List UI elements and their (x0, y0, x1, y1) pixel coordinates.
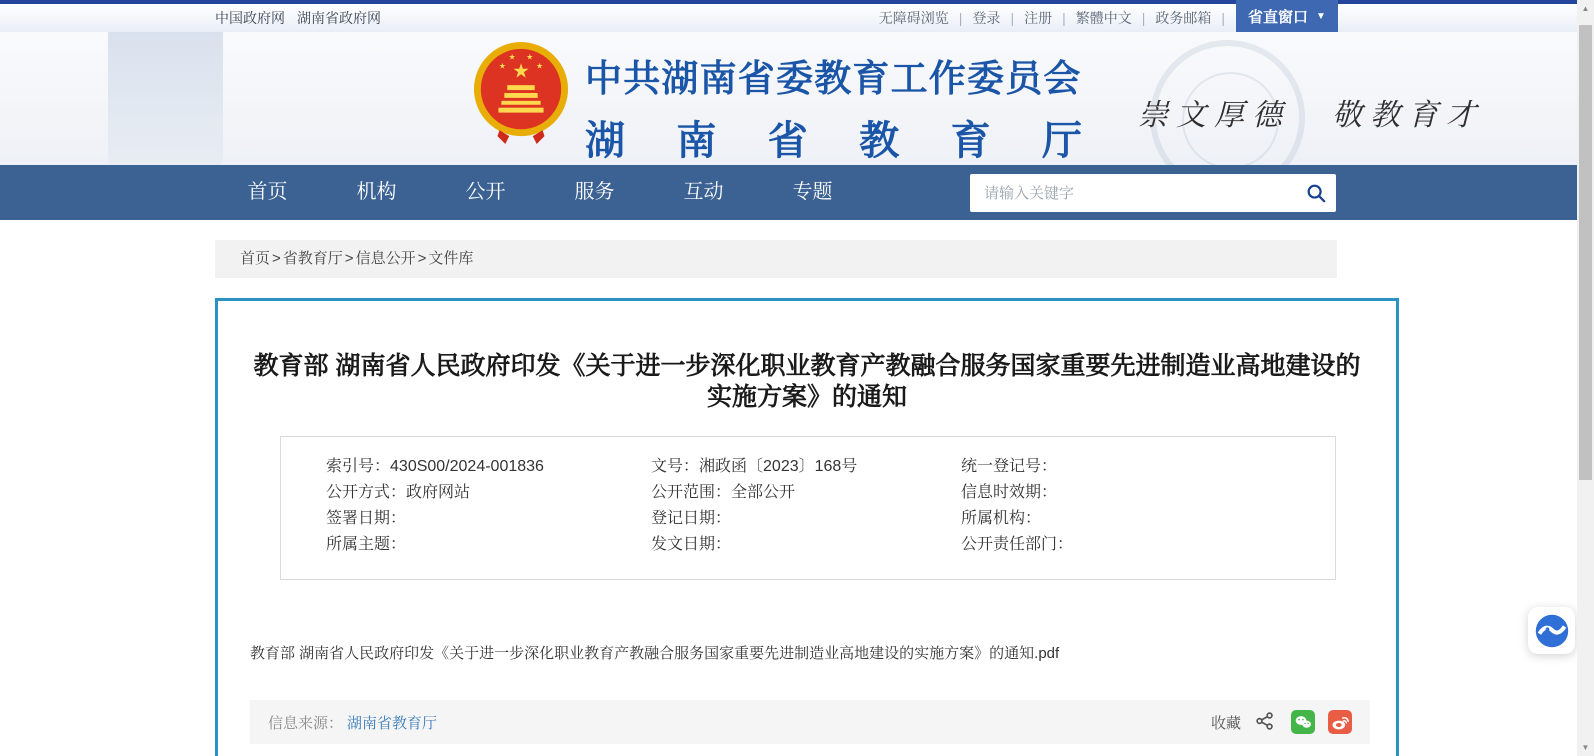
attachment-pdf-link[interactable]: 教育部 湖南省人民政府印发《关于进一步深化职业教育产教融合服务国家重要先进制造业高地建设的实施方案》的通知.pdf (250, 645, 1060, 662)
province-window-label: 省直窗口 (1248, 8, 1309, 26)
nav-item-organization[interactable]: 机构 (356, 181, 397, 203)
meta-row (326, 454, 651, 480)
meta-column-1 (326, 454, 651, 579)
meta-value: 政府网站 (406, 484, 471, 501)
breadcrumb-separator: > (272, 250, 281, 267)
meta-row (961, 454, 1331, 480)
separator: | (1062, 10, 1066, 26)
article-title: 教育部 湖南省人民政府印发《关于进一步深化职业教育产教融合服务国家重要先进制造业高地建设的实施方案》的通知 (253, 352, 1361, 411)
slogan-part2: 敬教育才 (1332, 98, 1484, 133)
chevron-down-icon: ▼ (1316, 10, 1326, 22)
breadcrumb-separator: > (417, 250, 427, 267)
favorite-button[interactable]: 收藏 (1210, 714, 1241, 732)
meta-value: 湘政函〔2023〕168号 (699, 458, 858, 475)
meta-box (280, 436, 1336, 580)
svg-text:★: ★ (512, 60, 530, 83)
meta-row (651, 480, 961, 506)
slogan-calligraphy (1138, 90, 1484, 134)
link-accessibility[interactable]: 无障碍浏览 (878, 10, 949, 26)
meta-value: 全部公开 (731, 484, 796, 501)
site-header (0, 32, 1577, 165)
link-login[interactable]: 登录 (972, 10, 1001, 26)
national-emblem-logo (472, 38, 570, 148)
site-title (585, 48, 1082, 165)
meta-label: 登记日期： (651, 510, 732, 527)
source-label: 信息来源： (268, 714, 344, 732)
link-traditional-chinese[interactable]: 繁體中文 (1075, 10, 1132, 26)
share-actions (1211, 710, 1352, 734)
meta-row (961, 506, 1331, 532)
site-title-line1: 中共湖南省委教育工作委员会 (585, 58, 1082, 99)
search-input[interactable] (970, 174, 1300, 212)
source-link[interactable]: 湖南省教育厅 (347, 714, 438, 732)
search-box (970, 174, 1336, 212)
link-register[interactable]: 注册 (1024, 10, 1053, 26)
wechat-share-icon[interactable] (1291, 710, 1315, 734)
breadcrumb (215, 240, 1337, 278)
province-window-button[interactable] (1236, 0, 1338, 32)
meta-row (326, 480, 651, 506)
share-icon[interactable] (1254, 710, 1278, 734)
service-app-icon (1534, 613, 1570, 649)
top-utility-bar (0, 4, 1577, 32)
floating-service-widget[interactable] (1528, 607, 1575, 654)
slogan-part1: 崇文厚德 (1138, 98, 1290, 133)
meta-row (651, 454, 961, 480)
svg-text:★: ★ (526, 52, 534, 62)
link-china-gov[interactable]: 中国政府网 (215, 10, 285, 26)
gov-links (215, 4, 381, 32)
meta-label: 发文日期： (651, 536, 732, 553)
article-card (215, 298, 1399, 756)
svg-text:★: ★ (498, 61, 506, 71)
separator: | (958, 10, 963, 26)
meta-label: 信息时效期： (961, 484, 1058, 501)
meta-label: 公开范围： (651, 484, 732, 501)
meta-label: 签署日期： (326, 510, 407, 527)
site-title-line2: 湖南省教育厅 (585, 119, 1082, 163)
meta-label: 所属机构： (961, 510, 1042, 527)
scroll-down-arrow[interactable]: ▼ (1581, 743, 1590, 752)
meta-row (651, 506, 961, 532)
breadcrumb-separator: > (344, 250, 354, 267)
meta-value: 430S00/2024-001836 (390, 458, 544, 475)
separator: | (1221, 10, 1225, 26)
meta-label: 索引号： (326, 458, 391, 475)
svg-text:★: ★ (508, 52, 516, 62)
link-gov-mail[interactable]: 政务邮箱 (1155, 10, 1212, 26)
weibo-share-icon[interactable] (1328, 710, 1352, 734)
meta-row (961, 480, 1331, 506)
nav-item-interaction[interactable]: 互动 (683, 181, 724, 203)
breadcrumb-disclosure[interactable]: 信息公开 (355, 250, 416, 267)
breadcrumb-home[interactable]: 首页 (240, 250, 271, 267)
link-hunan-gov[interactable]: 湖南省政府网 (297, 10, 381, 26)
source-info (268, 712, 437, 733)
meta-label: 所属主题： (326, 536, 407, 553)
nav-item-disclosure[interactable]: 公开 (465, 181, 506, 203)
svg-text:★: ★ (536, 61, 544, 71)
separator: | (1010, 10, 1015, 26)
nav-item-services[interactable]: 服务 (574, 181, 615, 203)
search-icon[interactable] (1305, 182, 1327, 204)
separator: | (1141, 10, 1146, 26)
meta-column-3 (961, 454, 1331, 579)
nav-items (213, 165, 867, 220)
scrollbar[interactable] (1577, 0, 1594, 756)
main-nav (0, 165, 1577, 220)
source-bar (250, 700, 1370, 744)
meta-label: 统一登记号： (961, 458, 1058, 475)
meta-label: 公开方式： (326, 484, 407, 501)
scrollbar-thumb[interactable] (1579, 25, 1592, 480)
meta-label: 公开责任部门： (961, 536, 1074, 553)
meta-label: 文号： (651, 458, 700, 475)
breadcrumb-file-library[interactable]: 文件库 (428, 250, 474, 267)
meta-row (326, 506, 651, 532)
utility-links (879, 4, 1225, 32)
meta-row (961, 532, 1331, 558)
nav-item-topics[interactable]: 专题 (792, 181, 833, 203)
scroll-up-arrow[interactable]: ▲ (1581, 4, 1590, 13)
header-background-photo (108, 32, 223, 165)
meta-column-2 (651, 454, 961, 579)
nav-item-home[interactable]: 首页 (247, 181, 288, 203)
breadcrumb-department[interactable]: 省教育厅 (282, 250, 343, 267)
meta-row (326, 532, 651, 558)
meta-row (651, 532, 961, 558)
